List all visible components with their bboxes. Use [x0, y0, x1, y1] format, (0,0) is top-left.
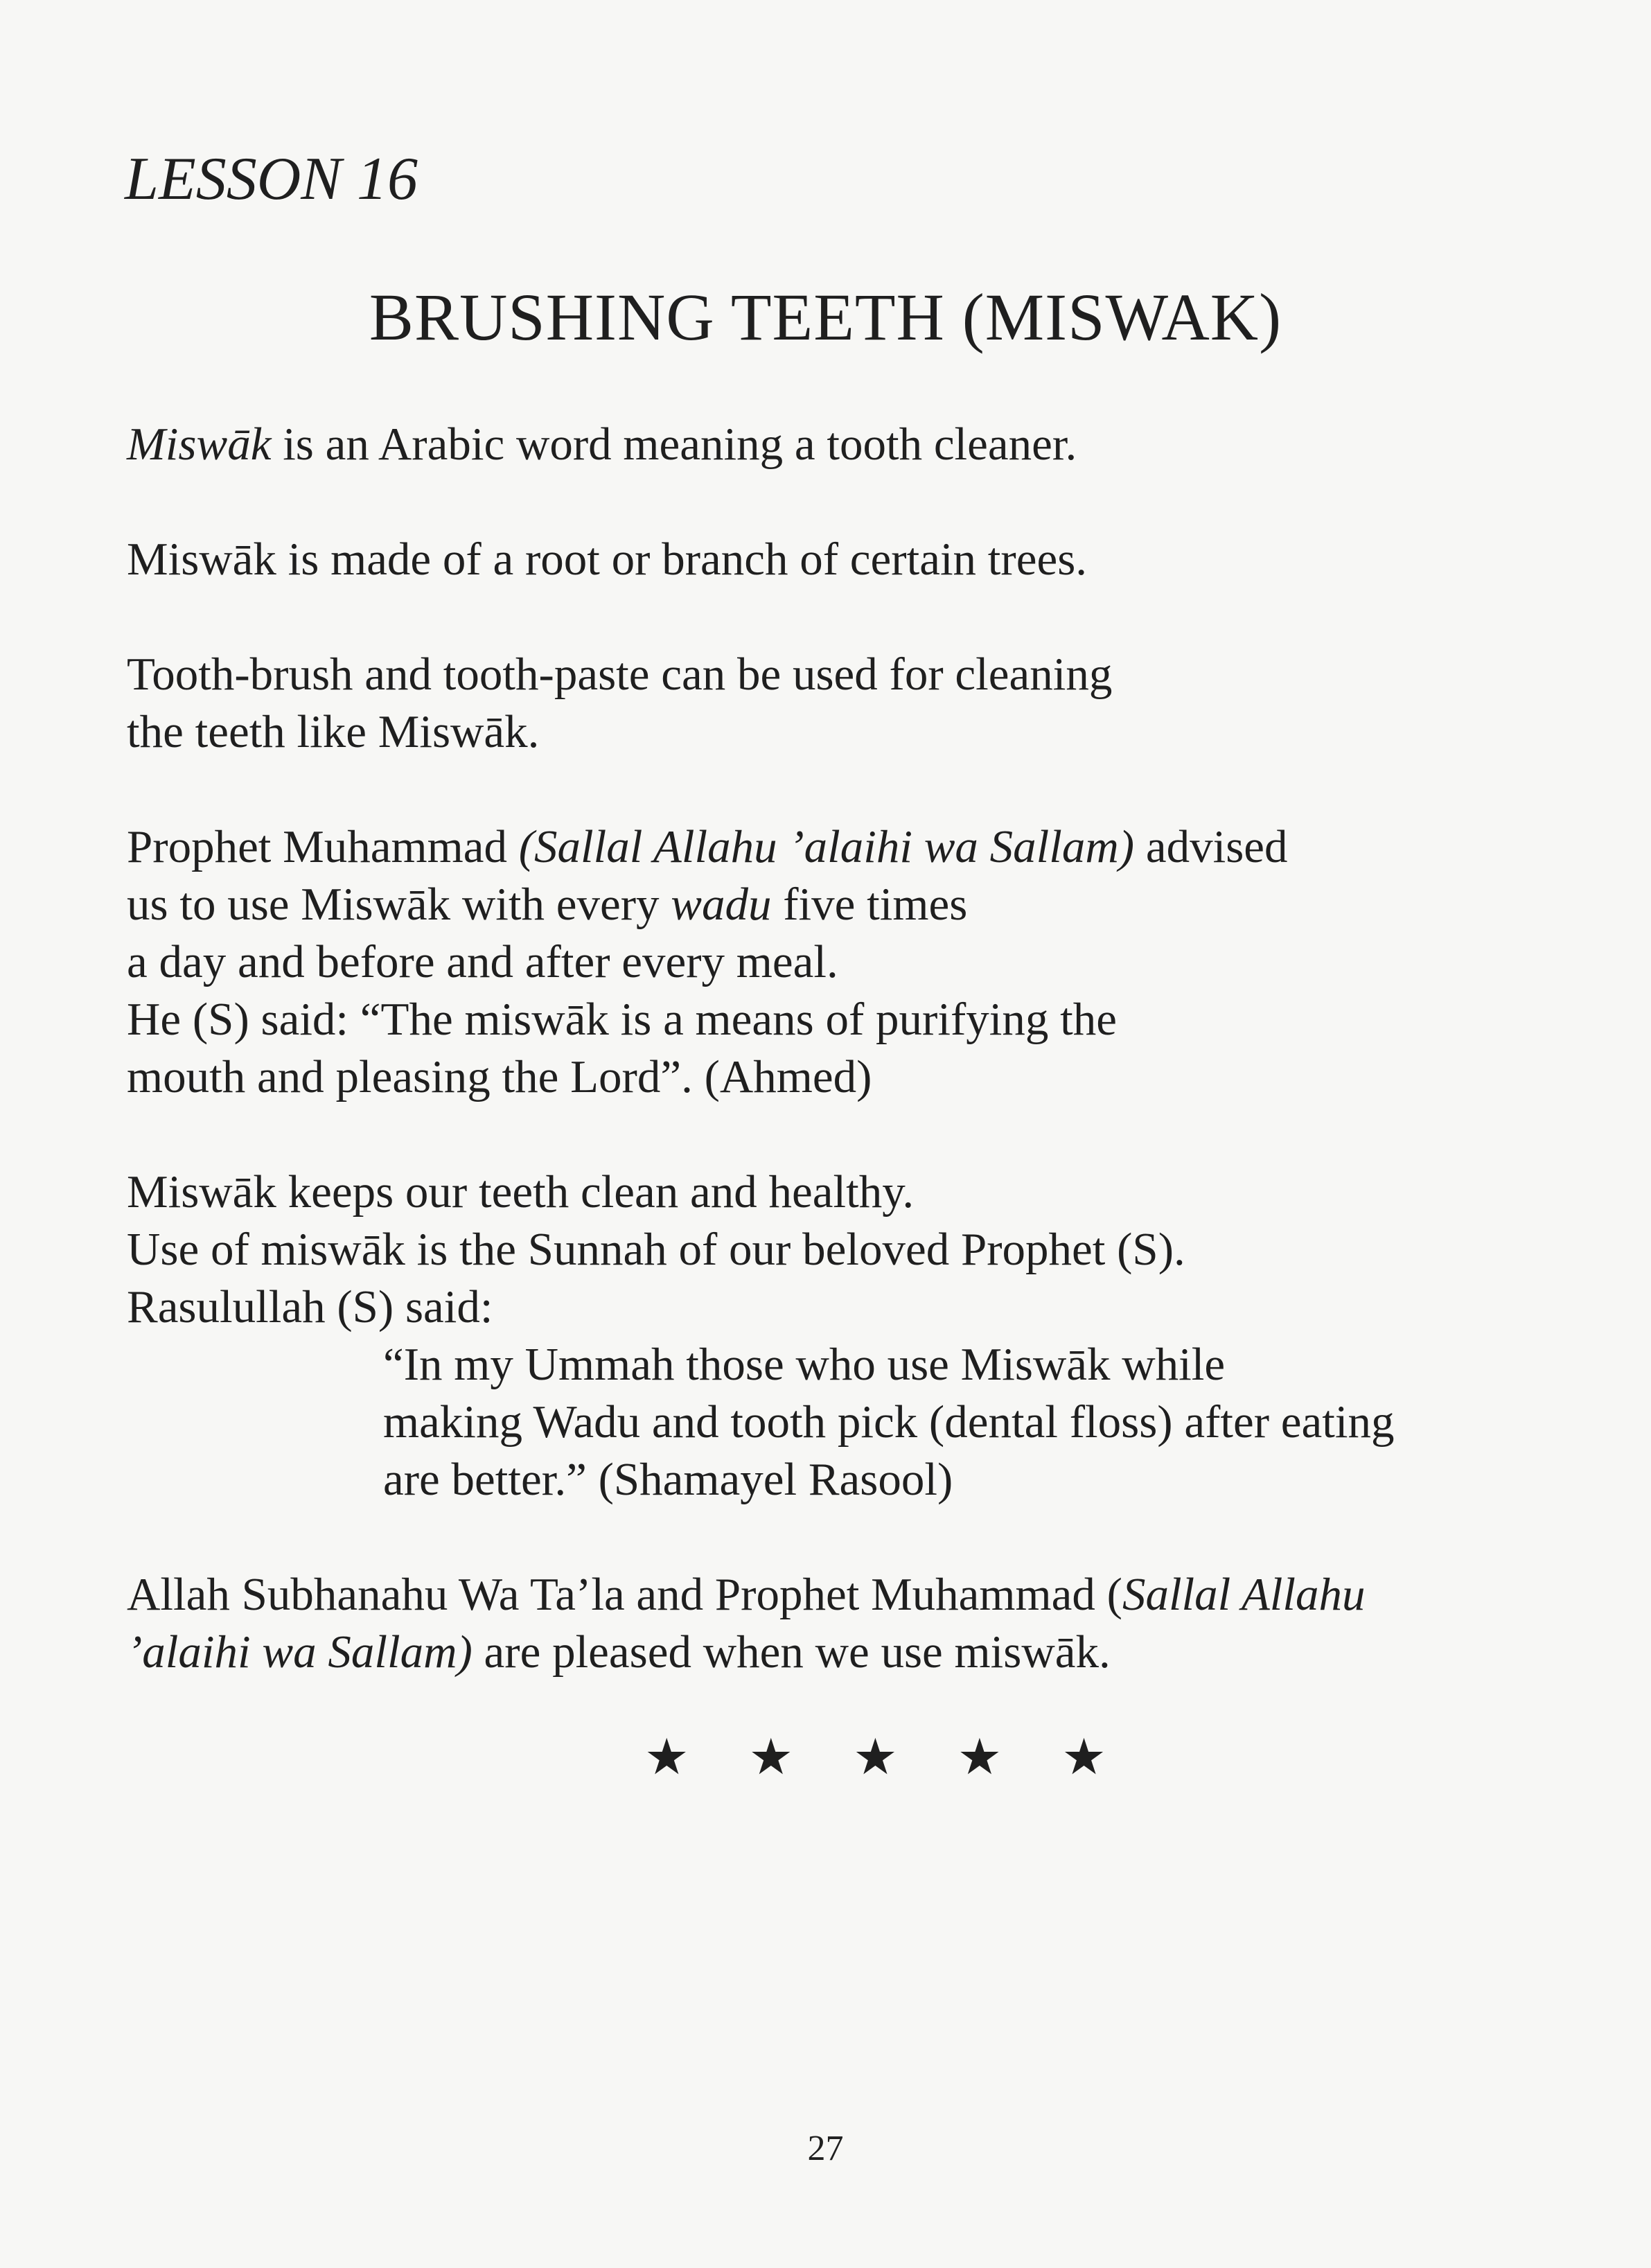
- text-line: [127, 991, 1616, 1048]
- text-line: [383, 1336, 1616, 1394]
- text-run: us to use Miswāk with every: [127, 879, 671, 930]
- page-number: 27: [807, 2129, 844, 2168]
- paragraph: [127, 416, 1616, 473]
- text-line: [383, 1394, 1616, 1451]
- text-run: Use of miswāk is the Sunnah of our beloved Prophet (S).: [127, 1224, 1185, 1275]
- text-run: Miswāk keeps our teeth clean and healthy.: [127, 1166, 915, 1217]
- text-line: [127, 531, 1616, 588]
- text-run: Miswāk is made of a root or branch of certain trees.: [127, 534, 1088, 585]
- text-line: [127, 933, 1616, 991]
- text-run: is an Arabic word meaning a tooth cleaner.: [271, 419, 1077, 470]
- paragraph: [127, 646, 1616, 761]
- text-run: Allah Subhanahu Wa Ta’la and Prophet Muhammad (: [127, 1569, 1122, 1620]
- text-line: [127, 876, 1616, 933]
- text-run: a day and before and after every meal.: [127, 936, 838, 987]
- italic-text: wadu: [671, 879, 772, 930]
- text-run: Rasulullah (S) said:: [127, 1281, 493, 1333]
- text-run: the teeth like Miswāk.: [127, 706, 540, 757]
- text-line: [127, 1221, 1616, 1278]
- text-run: are pleased when we use miswāk.: [472, 1626, 1111, 1678]
- text-line: [127, 703, 1616, 761]
- paragraph: [127, 531, 1616, 588]
- text-run: mouth and pleasing the Lord”. (Ahmed): [127, 1051, 872, 1102]
- text-line: [127, 818, 1616, 876]
- italic-text: Miswāk: [127, 419, 272, 470]
- text-run: He (S) said: “The miswāk is a means of purifying the: [127, 994, 1117, 1045]
- paragraph: [127, 818, 1616, 1106]
- italic-text: Sallal Allahu: [1122, 1569, 1366, 1620]
- italic-text: ’alaihi wa Sallam): [127, 1626, 473, 1678]
- star-divider: ★ ★ ★ ★ ★: [644, 1730, 1109, 1785]
- paragraph: [127, 1566, 1616, 1681]
- text-line: [127, 1624, 1616, 1681]
- text-line: [383, 1451, 1616, 1509]
- paragraph: [127, 1163, 1616, 1336]
- text-run: Tooth-brush and tooth-paste can be used for cleaning: [127, 649, 1113, 700]
- text-line: [127, 646, 1616, 703]
- text-run: advised: [1134, 821, 1288, 872]
- text-line: [127, 1163, 1616, 1221]
- text-line: [127, 1278, 1616, 1336]
- italic-text: (Sallal Allahu ’alaihi wa Sallam): [518, 821, 1135, 872]
- lesson-label: LESSON 16: [125, 146, 418, 213]
- text-run: “In my Ummah those who use Miswāk while: [383, 1339, 1226, 1390]
- text-line: [127, 416, 1616, 473]
- text-line: [127, 1566, 1616, 1624]
- text-run: Prophet Muhammad: [127, 821, 519, 872]
- page-title: BRUSHING TEETH (MISWAK): [369, 280, 1282, 354]
- text-line: [127, 1048, 1616, 1106]
- lesson-body: [127, 416, 1616, 1739]
- text-run: five times: [771, 879, 968, 930]
- block-quote: [383, 1336, 1616, 1509]
- text-run: making Wadu and tooth pick (dental floss) after eating: [383, 1396, 1395, 1448]
- text-run: are better.” (Shamayel Rasool): [383, 1454, 953, 1505]
